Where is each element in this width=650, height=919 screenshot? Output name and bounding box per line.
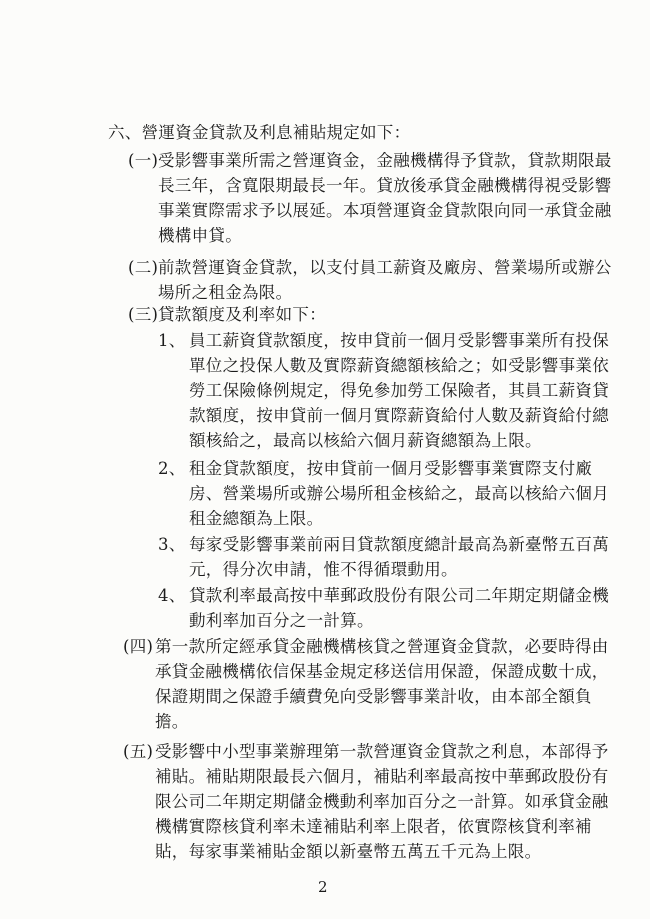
clause-label: (二) [128, 258, 159, 277]
subitem-text-line: 租金總額為上限。 [189, 509, 324, 528]
clause-label: (五) [123, 742, 154, 761]
clause-text-line: 貸款額度及利率如下： [158, 305, 326, 324]
subitem-text-line: 款額度，按申貸前一個月實際薪資給付人數及薪資給付總 [189, 406, 609, 425]
subitem-text-line: 勞工保險條例規定，得免參加勞工保險者，其員工薪資貸 [189, 381, 609, 400]
subitem-text-line: 租金貸款額度，按申貸前一個月受影響事業實際支付廠 [189, 459, 593, 478]
clause-text-line: 事業實際需求予以展延。本項營運資金貸款限向同一承貸金融 [158, 201, 612, 220]
subitem-label: 3、 [158, 535, 186, 554]
clause-text-line: 補貼。補貼期限最長六個月，補貼利率最高按中華郵政股份有 [155, 767, 609, 786]
subitem-label: 4、 [158, 586, 186, 605]
clause-label: (四) [123, 637, 154, 656]
clause-text-line: 受影響中小型事業辦理第一款營運資金貸款之利息，本部得予 [155, 742, 609, 761]
subitem-text-line: 房、營業場所或辦公場所租金核給之，最高以核給六個月 [189, 484, 609, 503]
clause-text-line: 受影響事業所需之營運資金，金融機構得予貸款，貸款期限最 [158, 151, 612, 170]
subitem-text-line: 單位之投保人數及實際薪資總額核給之；如受影響事業依 [189, 356, 609, 375]
subitem-text-line: 貸款利率最高按中華郵政股份有限公司二年期定期儲金機 [189, 586, 609, 605]
clause-text-line: 第一款所定經承貸金融機構核貸之營運資金貸款，必要時得由 [155, 637, 609, 656]
subitem-text-line: 額核給之，最高以核給六個月薪資總額為上限。 [189, 431, 542, 450]
clause-text-line: 前款營運資金貸款，以支付員工薪資及廠房、營業場所或辦公 [158, 258, 612, 277]
subitem-text-line: 元，得分次申請，惟不得循環動用。 [189, 560, 458, 579]
clause-text-line: 長三年，含寬限期最長一年。貸放後承貸金融機構得視受影響 [158, 176, 612, 195]
clause-text-line: 機構申貸。 [158, 226, 242, 245]
clause-text-line: 場所之租金為限。 [158, 283, 293, 302]
section-heading: 六、營運資金貸款及利息補貼規定如下： [108, 123, 411, 142]
subitem-label: 1、 [158, 331, 186, 350]
clause-text-line: 限公司二年期定期儲金機動利率加百分之一計算。如承貸金融 [155, 792, 609, 811]
page-number: 2 [318, 878, 328, 896]
clause-label: (三) [128, 305, 159, 324]
clause-text-line: 機構實際核貸利率未達補貼利率上限者，依實際核貸利率補 [155, 817, 592, 836]
clause-text-line: 承貸金融機構依信保基金規定移送信用保證，保證成數十成， [155, 662, 609, 681]
subitem-text-line: 動利率加百分之一計算。 [189, 611, 374, 630]
subitem-text-line: 每家受影響事業前兩目貸款額度總計最高為新臺幣五百萬 [189, 535, 609, 554]
clause-text-line: 貼，每家事業補貼金額以新臺幣五萬五千元為上限。 [155, 842, 542, 861]
clause-text-line: 保證期間之保證手續費免向受影響事業計收，由本部全額負 [155, 687, 592, 706]
clause-text-line: 擔。 [155, 712, 189, 731]
subitem-text-line: 員工薪資貸款額度，按申貸前一個月受影響事業所有投保 [189, 331, 609, 350]
clause-label: (一) [128, 151, 159, 170]
subitem-label: 2、 [158, 459, 186, 478]
